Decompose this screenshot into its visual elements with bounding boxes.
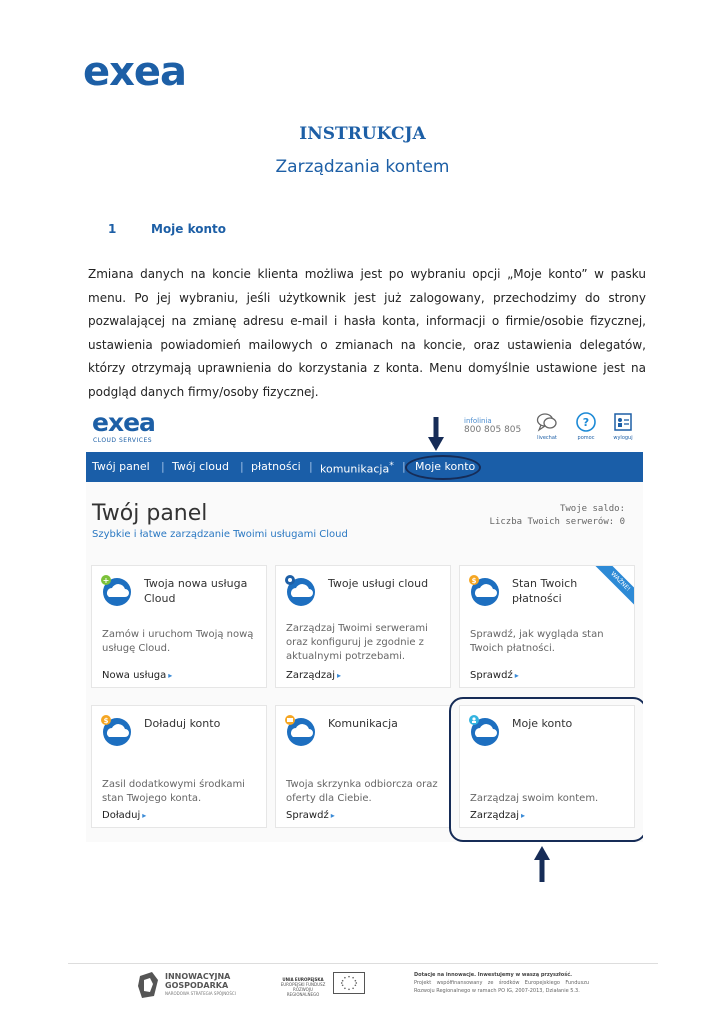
svg-text:$: $ bbox=[103, 717, 109, 725]
arrow-right-icon: ▸ bbox=[142, 811, 147, 820]
card-title: Twoje usługi cloud bbox=[328, 577, 429, 590]
important-badge: WAŻNE! bbox=[595, 565, 635, 607]
cloud-add-icon bbox=[100, 574, 134, 608]
ig-line2: GOSPODARKA bbox=[165, 981, 229, 990]
card-link-label: Doładuj bbox=[102, 810, 141, 821]
ig-logo-icon bbox=[138, 972, 160, 998]
eu-text bbox=[278, 977, 328, 997]
card-link-top-up[interactable] bbox=[102, 810, 146, 821]
saldo-label: Twoje saldo: bbox=[559, 504, 625, 514]
arrow-right-icon: ▸ bbox=[514, 671, 519, 680]
card-link-label: Sprawdź bbox=[286, 810, 329, 821]
nav-star: * bbox=[389, 460, 394, 471]
eu-line2: EUROPEJSKI FUNDUSZ bbox=[280, 982, 326, 987]
card-link-label: Sprawdź bbox=[470, 670, 513, 681]
nav-separator: | bbox=[402, 460, 406, 473]
cloud-payments-icon bbox=[468, 574, 502, 608]
nav-item-payments[interactable]: płatności bbox=[251, 460, 301, 473]
nav-item-cloud[interactable]: Twój cloud bbox=[172, 460, 229, 473]
nav-item-communication[interactable] bbox=[320, 460, 394, 476]
card-title: Stan Twoich płatności bbox=[512, 577, 578, 605]
arrow-right-icon: ▸ bbox=[336, 671, 341, 680]
ig-small: NARODOWA STRATEGIA SPÓJNOŚCI bbox=[165, 991, 236, 996]
servers-count: Liczba Twoich serwerów: 0 bbox=[489, 517, 625, 527]
doc-title: INSTRUKCJA bbox=[299, 124, 426, 144]
nav-item-panel[interactable]: Twój panel bbox=[92, 460, 150, 473]
logout-label: wyloguj bbox=[613, 435, 633, 441]
card-desc: Zamów i uruchom Twoją nową usługę Cloud. bbox=[102, 629, 254, 654]
ig-line1: INNOWACYJNA bbox=[165, 972, 231, 981]
card-desc: Zasil dodatkowymi środkami stan Twojego konta. bbox=[102, 779, 245, 804]
card-my-services[interactable] bbox=[275, 565, 451, 688]
svg-text:+: + bbox=[102, 576, 110, 585]
ig-title bbox=[165, 972, 230, 990]
body-paragraph: Zmiana danych na koncie klienta możliwa jest po wybraniu opcji „Moje konto” w pasku menu. Po jej wybraniu, jeśli użytkownik jest już zalogowany, przechodzimy do strony pozwalającej na zmianę adresu e-mail i hasła konta, informacji o firmie/osobie fizycznej, ustawienia powiadomień mailowych o zmianach na koncie, oraz ustawienia delegatów, którzy otrzymają uprawnienia do korzystania z konta. Menu domyślnie ustawione jest na podgląd danych firmy/osoby fizycznej. bbox=[88, 267, 646, 399]
chat-icon bbox=[536, 411, 558, 433]
card-link-label: Nowa usługa bbox=[102, 670, 167, 681]
nav-item-communication-label: komunikacja bbox=[320, 462, 390, 476]
card-top-up[interactable] bbox=[91, 705, 267, 828]
infolinia-phone: 800 805 805 bbox=[464, 424, 522, 435]
cloud-mail-icon bbox=[284, 714, 318, 748]
footer-note-text: Projekt współfinansowany ze środków Europejskiego Funduszu Rozwoju Regionalnego w ramach PO IG, 2007-2013, Działanie 5.3. bbox=[414, 980, 589, 994]
card-payments[interactable] bbox=[459, 565, 635, 688]
screenshot-logo-sub: CLOUD SERVICES bbox=[93, 437, 153, 444]
section-heading bbox=[108, 222, 226, 236]
panel-subtitle: Szybkie i łatwe zarządzanie Twoimi usługami Cloud bbox=[92, 529, 348, 540]
chat-label: livechat bbox=[537, 435, 557, 441]
eu-line3: ROZWOJU REGIONALNEGO bbox=[286, 987, 320, 997]
my-account-circle-annotation bbox=[405, 455, 481, 480]
infolinia bbox=[464, 418, 521, 436]
arrow-right-icon: ▸ bbox=[168, 671, 173, 680]
eu-line1: UNIA EUROPEJSKA bbox=[282, 977, 324, 982]
nav-bar bbox=[86, 452, 643, 482]
card-title: Komunikacja bbox=[328, 717, 398, 730]
card-desc: Zarządzaj Twoimi serwerami oraz konfiguruj je zgodnie z aktualnymi potrzebami. bbox=[286, 623, 428, 662]
arrow-down-icon bbox=[428, 417, 444, 451]
logout-button[interactable] bbox=[608, 411, 638, 441]
section-number: 1 bbox=[108, 222, 117, 236]
section-title: Moje konto bbox=[151, 222, 227, 236]
arrow-right-icon: ▸ bbox=[330, 811, 335, 820]
doc-subtitle: Zarządzania kontem bbox=[275, 157, 450, 177]
card-new-service[interactable] bbox=[91, 565, 267, 688]
infolinia-label: infolinia bbox=[464, 417, 492, 425]
footer-note bbox=[414, 971, 589, 995]
cloud-topup-icon bbox=[100, 714, 134, 748]
innowacyjna-gospodarka-logo bbox=[138, 970, 258, 1000]
card-link-new-service[interactable] bbox=[102, 670, 172, 681]
my-account-highlight-annotation bbox=[449, 697, 643, 842]
arrow-up-icon bbox=[534, 846, 550, 882]
card-link-check-messages[interactable] bbox=[286, 810, 335, 821]
eu-flag-icon bbox=[333, 972, 365, 994]
nav-separator: | bbox=[161, 460, 165, 473]
arrow-right-icon: ▸ bbox=[520, 811, 525, 820]
card-communication[interactable] bbox=[275, 705, 451, 828]
chat-button[interactable] bbox=[532, 411, 562, 441]
card-title: Doładuj konto bbox=[144, 717, 221, 730]
panel-screenshot bbox=[86, 407, 643, 842]
screenshot-logo[interactable]: exea bbox=[92, 408, 155, 437]
footer-note-title: Dotacje na innowacje. Inwestujemy w waszą przyszłość. bbox=[414, 972, 573, 978]
footer-divider bbox=[68, 963, 658, 964]
card-link-label: Zarządzaj bbox=[470, 810, 519, 821]
help-button[interactable] bbox=[571, 411, 601, 441]
nav-separator: | bbox=[309, 460, 313, 473]
card-link-manage[interactable] bbox=[286, 670, 341, 681]
svg-text:$: $ bbox=[471, 577, 477, 585]
account-summary bbox=[490, 503, 625, 529]
logout-icon bbox=[612, 411, 634, 433]
nav-item-my-account[interactable]: Moje konto bbox=[415, 460, 476, 473]
help-label: pomoc bbox=[577, 435, 595, 441]
card-desc: Sprawdź, jak wygląda stan Twoich płatności. bbox=[470, 629, 604, 654]
card-link-label: Zarządzaj bbox=[286, 670, 335, 681]
help-icon bbox=[575, 411, 597, 433]
card-link-check-payments[interactable] bbox=[470, 670, 519, 681]
cloud-settings-icon bbox=[284, 574, 318, 608]
screenshot-header bbox=[86, 407, 643, 452]
panel-title: Twój panel bbox=[92, 501, 208, 526]
nav-separator: | bbox=[240, 460, 244, 473]
card-desc: Twoja skrzynka odbiorcza oraz oferty dla Ciebie. bbox=[286, 779, 438, 804]
card-desc: Zarządzaj swoim kontem. bbox=[470, 793, 599, 804]
exea-logo: exea bbox=[83, 49, 187, 95]
card-title: Twoja nowa usługa Cloud bbox=[144, 577, 248, 605]
svg-text:?: ? bbox=[582, 416, 590, 429]
card-title: Moje konto bbox=[512, 717, 573, 730]
